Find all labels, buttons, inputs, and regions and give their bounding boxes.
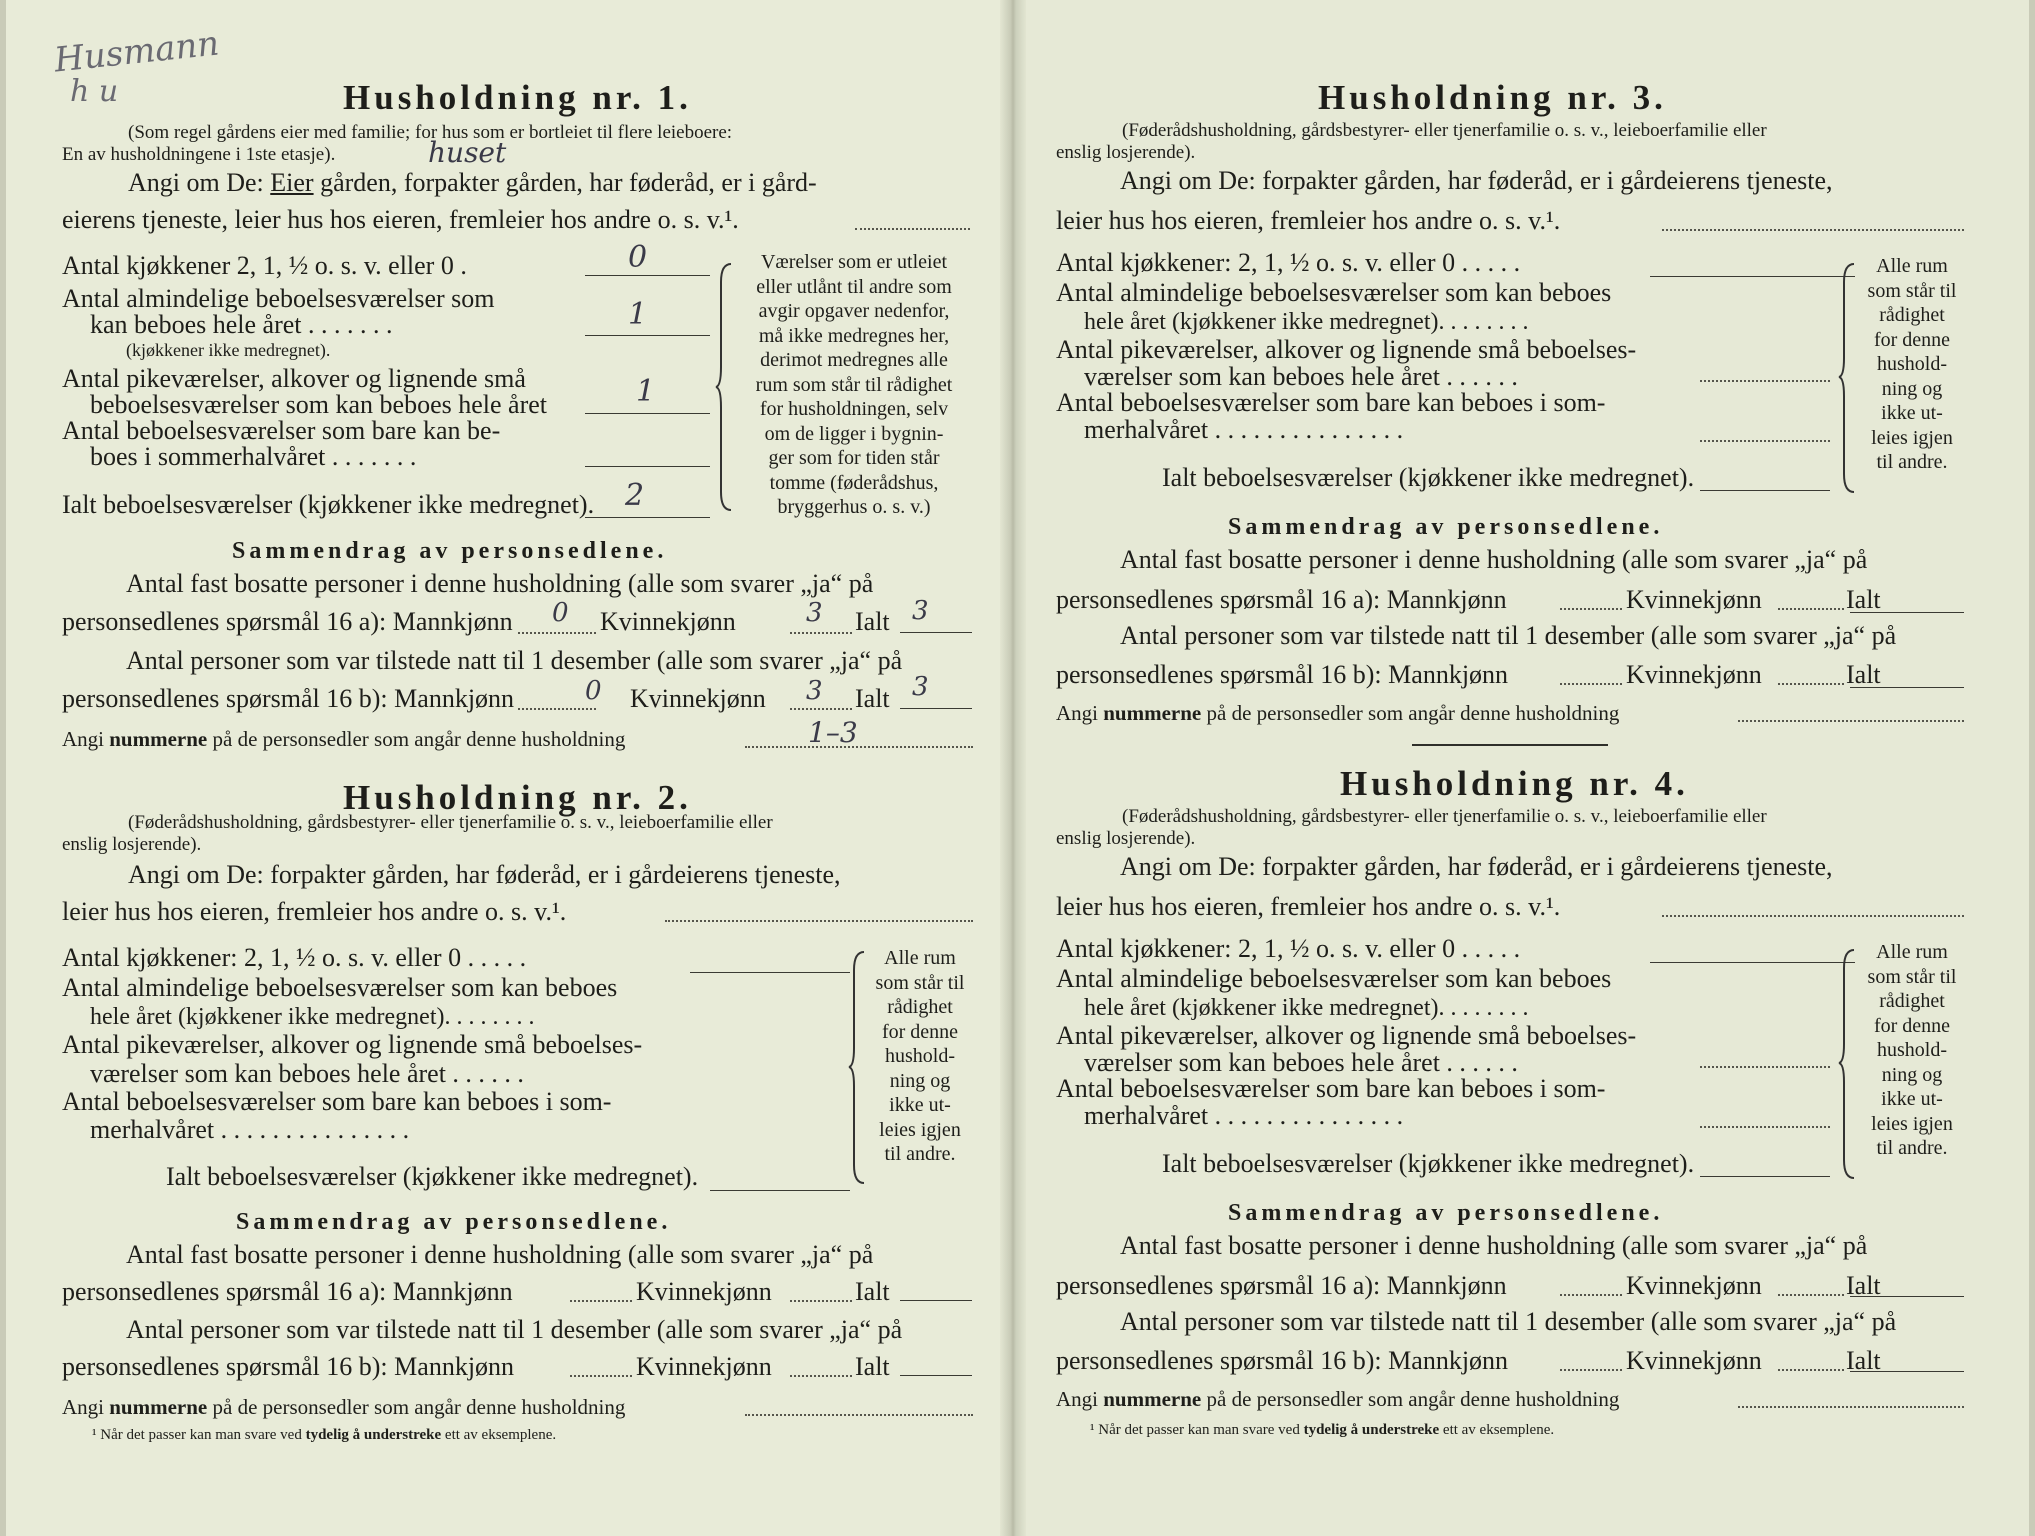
h2-small-rooms-label-a: Antal pikeværelser, alkover og lignende små beboelses- [62, 1030, 643, 1059]
h3-note-line: ikke ut- [1881, 402, 1943, 424]
h3-note-line: til andre. [1876, 451, 1948, 473]
h2-kitchens-label: Antal kjøkkener: 2, 1, ½ o. s. v. eller 0 . . . . . [62, 943, 527, 972]
h4-subtitle-2: enslig losjerende). [1056, 828, 1196, 849]
h1-angi-fill-line [855, 228, 970, 230]
h2-total-label: Ialt beboelsesværelser (kjøkkener ikke medregnet). [166, 1162, 699, 1191]
h2-angi-line-2: leier hus hos eieren, fremleier hos andre o. s. v.¹. [62, 897, 567, 926]
h2-total-line [710, 1190, 850, 1191]
h1-note-line: tomme (føderådshus, [769, 471, 939, 494]
h1-16a-m-value: 0 [552, 598, 569, 628]
h3-summary-16a-text: Antal fast bosatte personer i denne husholdning (alle som svarer „ja“ på [1120, 545, 1868, 574]
h2-note-line: rådighet [887, 996, 953, 1018]
h3-angi-line-1: Angi om De: forpakter gården, har føderåd, er i gårdeierens tjeneste, [1120, 166, 1833, 195]
h3-kitchens-label: Antal kjøkkener: 2, 1, ½ o. s. v. eller 0 . . . . . [1056, 248, 1521, 277]
h1-16a-k-line [790, 632, 852, 634]
h4-small-rooms-label-a: Antal pikeværelser, alkover og lignende små beboelses- [1056, 1021, 1637, 1050]
h3-angi-fill-line [1662, 229, 1964, 231]
h3-note-line: rådighet [1879, 304, 1945, 326]
h1-16a-k-value: 3 [806, 598, 823, 628]
h4-16a-ialt-label: Ialt [1846, 1271, 1881, 1300]
h2-16b-k-line [790, 1375, 852, 1377]
h4-summary-16b-text: Antal personer som var tilstede natt til 1 desember (alle som svarer „ja“ på [1120, 1307, 1897, 1336]
h4-16b-k-line [1778, 1369, 1844, 1371]
h4-numbers-line [1056, 1387, 1619, 1412]
h4-total-label: Ialt beboelsesværelser (kjøkkener ikke medregnet). [1162, 1149, 1695, 1178]
h1-note-line: avgir opgaver nedenfor, [758, 300, 950, 322]
h3-rooms-label-a: Antal almindelige beboelsesværelser som kan beboes [1056, 278, 1612, 307]
h2-note-line: hushold- [885, 1045, 955, 1067]
h2-small-rooms-label-b: værelser som kan beboes hele året . . . . . . [90, 1059, 524, 1088]
h4-note-line: ikke ut- [1881, 1088, 1943, 1110]
h3-note-line: hushold- [1877, 353, 1947, 375]
h3-summary-16a-label: personsedlenes spørsmål 16 a): Mannkjønn [1056, 585, 1507, 614]
h3-summary-16b-label: personsedlenes spørsmål 16 b): Mannkjønn [1056, 660, 1509, 689]
h1-kitchens-value: 0 [628, 240, 648, 275]
h2-note-line: ikke ut- [889, 1094, 951, 1116]
h1-rooms-line [585, 335, 710, 336]
h3-summer-label-b: merhalvåret . . . . . . . . . . . . . . . [1084, 415, 1404, 444]
h2-note-line: til andre. [884, 1143, 956, 1165]
h2-16b-ialt-line [900, 1375, 972, 1376]
h4-16a-kvinne-label: Kvinnekjønn [1626, 1271, 1762, 1300]
h4-subtitle-1: (Føderådshusholdning, gårdsbestyrer- eller tjenerfamilie o. s. v., leieboerfamilie eller [1122, 806, 1767, 827]
h1-small-rooms-label-a: Antal pikeværelser, alkover og lignende små [62, 364, 526, 393]
h3-16b-kvinne-label: Kvinnekjønn [1626, 660, 1762, 689]
h1-total-line [585, 517, 710, 518]
h1-16a-ialt-line [900, 632, 972, 633]
h1-subtitle-2: En av husholdningene i 1ste etasje). [62, 144, 336, 165]
h2-angi-line-1: Angi om De: forpakter gården, har føderåd, er i gårdeierens tjeneste, [128, 860, 841, 889]
h4-16a-ialt-line [1850, 1296, 1964, 1297]
h2-rooms-label-a: Antal almindelige beboelsesværelser som kan beboes [62, 973, 618, 1002]
h3-16a-ialt-label: Ialt [1846, 585, 1881, 614]
h4-summer-line [1700, 1126, 1830, 1128]
h4-note-line: ning og [1881, 1063, 1943, 1086]
left-footnote-text-a: Når det passer kan man svare ved [100, 1427, 302, 1443]
h4-16b-m-line [1560, 1369, 1622, 1371]
h4-note-line: for denne [1873, 1014, 1951, 1037]
h3-note-line: ning og [1881, 377, 1943, 400]
h1-16b-ialt-line [900, 708, 972, 709]
h1-angi-label: Angi om De: [128, 168, 264, 197]
h1-kitchens-line [585, 275, 710, 276]
h2-note-line: for denne [881, 1020, 959, 1043]
h4-numbers-angi: Angi [1056, 1387, 1098, 1411]
h2-note-line: Alle rum [884, 947, 956, 969]
h2-summary-title: Sammendrag av personsedlene. [236, 1209, 672, 1235]
h2-numbers-bold: nummerne [109, 1395, 208, 1419]
h1-kitchens-label: Antal kjøkkener 2, 1, ½ o. s. v. eller 0 . [62, 251, 467, 280]
h2-kitchens-line [690, 972, 850, 973]
h1-small-rooms-label-b: beboelsesværelser som kan beboes hele året [90, 390, 548, 419]
h3-summer-label-a: Antal beboelsesværelser som bare kan beboes i som- [1056, 388, 1606, 417]
h1-note-line: ger som for tiden står [768, 447, 940, 469]
h4-kitchens-label: Antal kjøkkener: 2, 1, ½ o. s. v. eller 0 . . . . . [1056, 934, 1521, 963]
h1-16b-m-value: 0 [585, 676, 602, 706]
h2-16a-k-line [790, 1300, 852, 1302]
h2-side-note [868, 946, 972, 1167]
h1-note-line: må ikke medregnes her, [758, 324, 950, 347]
h3-small-rooms-line [1700, 380, 1830, 382]
h3-summary-title: Sammendrag av personsedlene. [1228, 514, 1664, 540]
h1-rooms-label-a: Antal almindelige beboelsesværelser som [62, 284, 495, 313]
left-edge [0, 0, 6, 1536]
h1-numbers-fill-line [745, 746, 973, 748]
h4-16a-m-line [1560, 1294, 1622, 1296]
h4-16a-k-line [1778, 1294, 1844, 1296]
h1-brace [715, 262, 737, 512]
h1-numbers-bold: nummerne [109, 727, 208, 751]
h1-small-rooms-value: 1 [636, 374, 656, 409]
right-footnote-text-a: Når det passer kan man svare ved [1098, 1422, 1300, 1438]
h2-16b-kvinne-label: Kvinnekjønn [636, 1352, 772, 1381]
h1-small-rooms-line [585, 413, 710, 414]
h4-small-rooms-label-b: værelser som kan beboes hele året . . . . . . [1084, 1048, 1518, 1077]
h4-title: Husholdning nr. 4. [1340, 764, 1689, 803]
h4-numbers-bold: nummerne [1103, 1387, 1202, 1411]
h3-summer-line [1700, 440, 1830, 442]
h4-summary-16a-text: Antal fast bosatte personer i denne husholdning (alle som svarer „ja“ på [1120, 1231, 1868, 1260]
h3-note-line: Alle rum [1876, 255, 1948, 277]
h4-summer-label-b: merhalvåret . . . . . . . . . . . . . . . [1084, 1101, 1404, 1130]
h2-summer-label-b: merhalvåret . . . . . . . . . . . . . . . [90, 1115, 410, 1144]
h2-title: Husholdning nr. 2. [343, 778, 692, 817]
h1-16b-ialt-label: Ialt [855, 684, 890, 713]
h4-angi-fill-line [1662, 915, 1964, 917]
h2-16a-ialt-label: Ialt [855, 1277, 890, 1306]
h3-kitchens-line [1650, 276, 1855, 277]
h1-note-line: bryggerhus o. s. v.) [777, 496, 931, 518]
h4-total-line [1700, 1176, 1830, 1177]
h4-side-note [1858, 940, 1966, 1161]
h1-summary-16b-label: personsedlenes spørsmål 16 b): Mannkjønn [62, 684, 515, 713]
h4-summary-16a-label: personsedlenes spørsmål 16 a): Mannkjønn [1056, 1271, 1507, 1300]
h4-numbers-rest: på de personsedler som angår denne husholdning [1206, 1387, 1620, 1411]
h2-16a-ialt-line [900, 1300, 972, 1301]
h3-note-line: som står til [1867, 279, 1957, 302]
h1-angi-options: gården, forpakter gården, har føderåd, er i gård- [320, 168, 817, 197]
h3-numbers-rest: på de personsedler som angår denne husholdning [1206, 701, 1620, 725]
h4-rooms-label-a: Antal almindelige beboelsesværelser som kan beboes [1056, 964, 1612, 993]
h2-16b-m-line [570, 1375, 632, 1377]
h3-small-rooms-label-a: Antal pikeværelser, alkover og lignende små beboelses- [1056, 335, 1637, 364]
h2-note-line: leies igjen [879, 1118, 961, 1141]
h2-brace [848, 950, 870, 1185]
right-edge [2029, 0, 2035, 1536]
h1-subtitle-1: (Som regel gårdens eier med familie; for hus som er bortleiet til flere leieboere: [128, 122, 733, 143]
h3-summary-16b-text: Antal personer som var tilstede natt til 1 desember (alle som svarer „ja“ på [1120, 621, 1897, 650]
h4-numbers-fill-line [1738, 1406, 1964, 1408]
h3-side-note [1858, 254, 1966, 475]
h1-total-value: 2 [625, 478, 645, 513]
h4-angi-line-1: Angi om De: forpakter gården, har føderåd, er i gårdeierens tjeneste, [1120, 852, 1833, 881]
h4-summary-16b-label: personsedlenes spørsmål 16 b): Mannkjønn [1056, 1346, 1509, 1375]
h3-16b-m-line [1560, 683, 1622, 685]
h3-angi-line-2: leier hus hos eieren, fremleier hos andre o. s. v.¹. [1056, 206, 1561, 235]
h1-summer-label-b: boes i sommerhalvåret . . . . . . . [90, 442, 417, 471]
h2-rooms-label-b: hele året (kjøkkener ikke medregnet). . . . . . . . [90, 1004, 535, 1030]
h3-brace [1838, 262, 1860, 494]
h1-note-line: om de ligger i bygnin- [764, 422, 944, 445]
h4-16b-kvinne-label: Kvinnekjønn [1626, 1346, 1762, 1375]
h3-16a-ialt-line [1850, 612, 1964, 613]
h3-numbers-fill-line [1738, 720, 1964, 722]
h1-summary-16a-label: personsedlenes spørsmål 16 a): Mannkjønn [62, 607, 513, 636]
h4-note-line: rådighet [1879, 990, 1945, 1012]
h1-rooms-note: (kjøkkener ikke medregnet). [126, 340, 331, 360]
left-footnote-bold: tydelig å understreke [305, 1427, 442, 1443]
h1-angi-line-1 [128, 168, 817, 198]
h3-small-rooms-label-b: værelser som kan beboes hele året . . . . . . [1084, 362, 1518, 391]
h4-16b-ialt-line [1850, 1371, 1964, 1372]
corner-pencil-note-2: h u [70, 74, 119, 109]
h2-summary-16b-text: Antal personer som var tilstede natt til 1 desember (alle som svarer „ja“ på [126, 1315, 903, 1344]
h3-numbers-line [1056, 701, 1619, 726]
section-divider [1412, 744, 1608, 746]
h2-angi-fill-line [665, 920, 973, 922]
left-footnote [92, 1427, 556, 1444]
h1-16a-ialt-value: 3 [912, 596, 929, 626]
h2-16a-m-line [570, 1300, 632, 1302]
h2-note-line: som står til [875, 971, 965, 994]
h1-total-label: Ialt beboelsesværelser (kjøkkener ikke medregnet). [62, 490, 595, 519]
h1-note-line: derimot medregnes alle [760, 349, 948, 371]
h2-summary-16b-label: personsedlenes spørsmål 16 b): Mannkjønn [62, 1352, 515, 1381]
h4-kitchens-line [1650, 962, 1855, 963]
h4-note-line: som står til [1867, 965, 1957, 988]
h3-note-line: leies igjen [1871, 426, 1953, 449]
h2-subtitle-2: enslig losjerende). [62, 834, 202, 855]
h1-16b-kvinne-label: Kvinnekjønn [630, 684, 766, 713]
h3-numbers-angi: Angi [1056, 701, 1098, 725]
h3-16a-k-line [1778, 608, 1844, 610]
h4-small-rooms-line [1700, 1066, 1830, 1068]
h3-total-line [1700, 490, 1830, 491]
h3-16a-m-line [1560, 608, 1622, 610]
page-fold [1000, 0, 1026, 1536]
h4-rooms-label-b: hele året (kjøkkener ikke medregnet). . . . . . . . [1084, 995, 1529, 1021]
right-footnote [1090, 1422, 1554, 1439]
h2-16a-kvinne-label: Kvinnekjønn [636, 1277, 772, 1306]
h3-16a-kvinne-label: Kvinnekjønn [1626, 585, 1762, 614]
h1-16b-k-line [790, 708, 852, 710]
h2-numbers-angi: Angi [62, 1395, 104, 1419]
h1-numbers-value: 1–3 [808, 716, 858, 749]
h3-rooms-label-b: hele året (kjøkkener ikke medregnet). . . . . . . . [1084, 309, 1529, 335]
h4-note-line: til andre. [1876, 1137, 1948, 1159]
h1-note-line: for husholdningen, selv [759, 398, 949, 420]
h4-note-line: Alle rum [1876, 941, 1948, 963]
h1-numbers-line [62, 727, 625, 752]
h2-summer-label-a: Antal beboelsesværelser som bare kan beboes i som- [62, 1087, 612, 1116]
right-footnote-bold: tydelig å understreke [1303, 1422, 1440, 1438]
h1-16a-ialt-label: Ialt [855, 607, 890, 636]
h1-numbers-angi: Angi [62, 727, 104, 751]
h1-summer-label-a: Antal beboelsesværelser som bare kan be- [62, 416, 501, 445]
h4-note-line: hushold- [1877, 1039, 1947, 1061]
h3-total-label: Ialt beboelsesværelser (kjøkkener ikke medregnet). [1162, 463, 1695, 492]
h2-numbers-fill-line [745, 1414, 973, 1416]
h1-16a-m-line [518, 632, 596, 634]
h3-subtitle-1: (Føderådshusholdning, gårdsbestyrer- eller tjenerfamilie o. s. v., leieboerfamilie eller [1122, 120, 1767, 141]
right-footnote-mark: ¹ [1090, 1422, 1095, 1438]
h2-numbers-line [62, 1395, 625, 1420]
h4-summary-title: Sammendrag av personsedlene. [1228, 1200, 1664, 1226]
left-footnote-mark: ¹ [92, 1427, 97, 1443]
h4-note-line: leies igjen [1871, 1112, 1953, 1135]
h4-angi-line-2: leier hus hos eieren, fremleier hos andre o. s. v.¹. [1056, 892, 1561, 921]
h1-summer-line [585, 466, 710, 467]
h1-16b-k-value: 3 [806, 676, 823, 706]
h1-summary-title: Sammendrag av personsedlene. [232, 538, 668, 564]
h3-note-line: for denne [1873, 328, 1951, 351]
h3-subtitle-2: enslig losjerende). [1056, 142, 1196, 163]
h1-title: Husholdning nr. 1. [343, 78, 692, 117]
right-footnote-text-c: ett av eksemplene. [1442, 1422, 1555, 1438]
h1-summary-16a-text: Antal fast bosatte personer i denne husholdning (alle som svarer „ja“ på [126, 569, 874, 598]
h3-16b-ialt-label: Ialt [1846, 660, 1881, 689]
h2-numbers-rest: på de personsedler som angår denne husholdning [212, 1395, 626, 1419]
h2-subtitle-1: (Føderådshusholdning, gårdsbestyrer- eller tjenerfamilie o. s. v., leieboerfamilie eller [128, 812, 773, 833]
h1-summary-16b-text: Antal personer som var tilstede natt til 1 desember (alle som svarer „ja“ på [126, 646, 903, 675]
h1-eier-underlined: Eier [270, 168, 314, 197]
h4-brace [1838, 948, 1860, 1180]
h1-rooms-label-b: kan beboes hele året . . . . . . . [90, 310, 393, 339]
corner-pencil-note: Husmann [52, 23, 221, 81]
h4-summer-label-a: Antal beboelsesværelser som bare kan beboes i som- [1056, 1074, 1606, 1103]
h2-16b-ialt-label: Ialt [855, 1352, 890, 1381]
h2-summary-16a-text: Antal fast bosatte personer i denne husholdning (alle som svarer „ja“ på [126, 1240, 874, 1269]
h1-16b-ialt-value: 3 [912, 672, 929, 702]
left-footnote-text-c: ett av eksemplene. [444, 1427, 557, 1443]
h2-note-line: ning og [889, 1069, 951, 1092]
h1-angi-line-2: eierens tjeneste, leier hus hos eieren, fremleier hos andre o. s. v.¹. [62, 205, 739, 234]
h2-summary-16a-label: personsedlenes spørsmål 16 a): Mannkjønn [62, 1277, 513, 1306]
h3-title: Husholdning nr. 3. [1318, 78, 1667, 117]
h1-rooms-value: 1 [628, 297, 648, 332]
h3-16b-ialt-line [1850, 687, 1964, 688]
h3-16b-k-line [1778, 683, 1844, 685]
h4-16b-ialt-label: Ialt [1846, 1346, 1881, 1375]
h1-16a-kvinne-label: Kvinnekjønn [600, 607, 736, 636]
h3-numbers-bold: nummerne [1103, 701, 1202, 725]
h1-note-line: eller utlånt til andre som [756, 275, 952, 298]
h1-note-line: rum som står til rådighet [755, 373, 953, 396]
h1-eier-handwriting: huset [428, 136, 507, 169]
h1-16b-m-line [518, 708, 596, 710]
h1-numbers-rest: på de personsedler som angår denne husholdning [212, 727, 626, 751]
h1-side-note [737, 250, 971, 520]
h1-note-line: Værelser som er utleiet [760, 251, 948, 273]
